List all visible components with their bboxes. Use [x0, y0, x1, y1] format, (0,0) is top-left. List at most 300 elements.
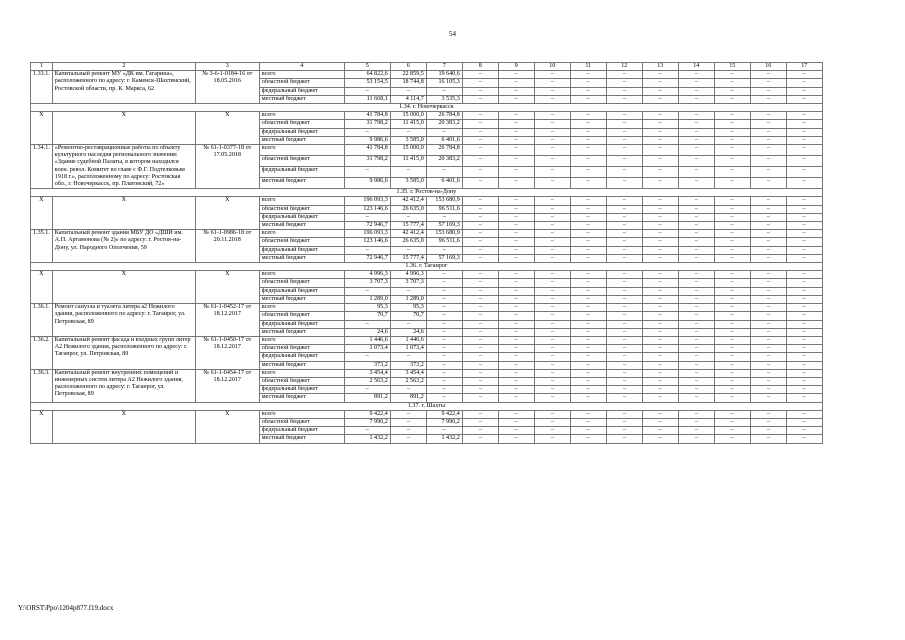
amount-cell: – — [534, 295, 570, 303]
amount-cell: – — [642, 271, 678, 279]
amount-cell: 2 563,2 — [344, 377, 390, 385]
amount-cell: – — [714, 156, 750, 167]
amount-cell: – — [534, 230, 570, 238]
item-number-cell: 1.36.3. — [31, 369, 53, 402]
amount-cell: – — [570, 304, 606, 312]
funding-source-cell: местный бюджет — [259, 394, 344, 402]
amount-cell: 42 412,4 — [390, 230, 426, 238]
amount-cell: – — [534, 377, 570, 385]
amount-cell: – — [678, 71, 714, 79]
amount-cell: – — [498, 120, 534, 128]
funding-source-cell: областной бюджет — [259, 279, 344, 287]
amount-cell: – — [714, 112, 750, 120]
amount-cell: – — [606, 336, 642, 344]
amount-cell: – — [678, 418, 714, 426]
amount-cell: – — [750, 136, 786, 144]
amount-cell: – — [570, 246, 606, 254]
amount-cell: – — [462, 369, 498, 377]
column-number-cell: 3 — [195, 63, 259, 71]
amount-cell: – — [534, 410, 570, 418]
funding-source-cell: местный бюджет — [259, 254, 344, 262]
amount-cell: – — [786, 197, 822, 205]
amount-cell: – — [606, 418, 642, 426]
amount-cell: – — [786, 120, 822, 128]
item-name-cell: Ремонт санузла и туалета литера а2 Нежилого здания, расположенного по адресу: г. Таганрог, ул. Петровская, 89 — [52, 304, 195, 337]
amount-cell: – — [426, 128, 462, 136]
amount-cell: – — [534, 128, 570, 136]
amount-cell: 4 996,3 — [344, 271, 390, 279]
table-row — [31, 230, 823, 238]
amount-cell: – — [462, 128, 498, 136]
amount-cell: – — [642, 205, 678, 213]
funding-source-cell: местный бюджет — [259, 95, 344, 103]
amount-cell: 31 798,2 — [344, 156, 390, 167]
amount-cell: – — [750, 128, 786, 136]
amount-cell: – — [534, 271, 570, 279]
amount-cell: – — [570, 238, 606, 246]
amount-cell: 72 946,7 — [344, 254, 390, 262]
funding-source-cell: областной бюджет — [259, 345, 344, 353]
amount-cell: 123 146,6 — [344, 238, 390, 246]
amount-cell: – — [462, 205, 498, 213]
amount-cell: – — [786, 394, 822, 402]
amount-cell: – — [570, 230, 606, 238]
amount-cell: – — [498, 213, 534, 221]
item-name-cell: Х — [52, 112, 195, 145]
amount-cell: – — [498, 167, 534, 178]
amount-cell: – — [426, 328, 462, 336]
amount-cell: 11 415,0 — [390, 156, 426, 167]
amount-cell: – — [750, 369, 786, 377]
amount-cell: – — [786, 178, 822, 189]
amount-cell: – — [534, 213, 570, 221]
amount-cell: – — [606, 178, 642, 189]
amount-cell: – — [714, 87, 750, 95]
amount-cell: – — [786, 246, 822, 254]
amount-cell: – — [426, 246, 462, 254]
amount-cell: – — [570, 197, 606, 205]
column-number-cell: 9 — [498, 63, 534, 71]
amount-cell: 26 635,0 — [390, 205, 426, 213]
amount-cell: – — [714, 345, 750, 353]
amount-cell: – — [606, 120, 642, 128]
document-number-cell: Х — [195, 410, 259, 443]
amount-cell: – — [498, 410, 534, 418]
amount-cell: 1 289,0 — [344, 295, 390, 303]
column-number-cell: 17 — [786, 63, 822, 71]
amount-cell: – — [786, 213, 822, 221]
amount-cell: – — [786, 435, 822, 443]
amount-cell: – — [462, 295, 498, 303]
amount-cell: – — [714, 353, 750, 361]
amount-cell: – — [714, 246, 750, 254]
amount-cell: – — [678, 328, 714, 336]
item-name-cell: Х — [52, 271, 195, 304]
amount-cell: – — [534, 79, 570, 87]
amount-cell: – — [570, 320, 606, 328]
amount-cell: – — [390, 87, 426, 95]
amount-cell: – — [714, 295, 750, 303]
amount-cell: – — [714, 435, 750, 443]
amount-cell: – — [606, 410, 642, 418]
document-number-cell: № 61-1-0377-18 от 17.05.2018 — [195, 145, 259, 189]
amount-cell: – — [570, 287, 606, 295]
amount-cell: – — [570, 361, 606, 369]
amount-cell: – — [678, 213, 714, 221]
amount-cell: 3 585,0 — [390, 178, 426, 189]
amount-cell: – — [678, 230, 714, 238]
section-heading-cell: 1.35. г. Ростов-на-Дону — [31, 189, 823, 197]
amount-cell: – — [750, 222, 786, 230]
table-row — [31, 410, 823, 418]
amount-cell: – — [390, 246, 426, 254]
amount-cell: – — [642, 120, 678, 128]
amount-cell: – — [570, 213, 606, 221]
amount-cell: – — [786, 205, 822, 213]
amount-cell: – — [390, 427, 426, 435]
table-row — [31, 369, 823, 377]
amount-cell: – — [678, 271, 714, 279]
amount-cell: – — [786, 87, 822, 95]
amount-cell: – — [534, 386, 570, 394]
amount-cell: – — [462, 418, 498, 426]
amount-cell: 3 707,3 — [390, 279, 426, 287]
amount-cell: – — [534, 361, 570, 369]
amount-cell: 4 996,3 — [390, 271, 426, 279]
amount-cell: – — [750, 377, 786, 385]
amount-cell: – — [426, 287, 462, 295]
amount-cell: – — [750, 95, 786, 103]
funding-source-cell: всего — [259, 197, 344, 205]
amount-cell: 9 422,4 — [426, 410, 462, 418]
amount-cell: – — [786, 238, 822, 246]
amount-cell: – — [498, 145, 534, 156]
amount-cell: – — [534, 178, 570, 189]
amount-cell: 26 635,0 — [390, 238, 426, 246]
amount-cell: – — [786, 410, 822, 418]
funding-source-cell: всего — [259, 145, 344, 156]
amount-cell: – — [750, 279, 786, 287]
amount-cell: – — [462, 304, 498, 312]
funding-source-cell: областной бюджет — [259, 238, 344, 246]
amount-cell: – — [390, 320, 426, 328]
amount-cell: – — [498, 87, 534, 95]
amount-cell: – — [642, 197, 678, 205]
funding-source-cell: всего — [259, 230, 344, 238]
item-number-cell: Х — [31, 271, 53, 304]
amount-cell: – — [642, 178, 678, 189]
amount-cell: – — [642, 95, 678, 103]
amount-cell: – — [570, 112, 606, 120]
amount-cell: – — [678, 361, 714, 369]
amount-cell: – — [606, 156, 642, 167]
amount-cell: – — [678, 336, 714, 344]
amount-cell: – — [462, 120, 498, 128]
amount-cell: – — [498, 254, 534, 262]
amount-cell: 1 073,4 — [344, 345, 390, 353]
amount-cell: – — [534, 156, 570, 167]
amount-cell: – — [570, 254, 606, 262]
amount-cell: – — [606, 353, 642, 361]
amount-cell: – — [714, 197, 750, 205]
amount-cell: – — [786, 145, 822, 156]
amount-cell: – — [714, 238, 750, 246]
amount-cell: – — [462, 435, 498, 443]
item-number-cell: 1.36.2. — [31, 336, 53, 369]
amount-cell: – — [642, 112, 678, 120]
amount-cell: – — [606, 320, 642, 328]
document-number-cell: № 61-1-0986-18 от 20.11.2018 — [195, 230, 259, 263]
amount-cell: 24,6 — [344, 328, 390, 336]
amount-cell: 64 822,6 — [344, 71, 390, 79]
amount-cell: – — [714, 394, 750, 402]
amount-cell: – — [570, 377, 606, 385]
amount-cell: – — [534, 418, 570, 426]
amount-cell: – — [534, 435, 570, 443]
table-row — [31, 197, 823, 205]
amount-cell: – — [462, 427, 498, 435]
amount-cell: – — [534, 95, 570, 103]
amount-cell: – — [534, 246, 570, 254]
amount-cell: – — [498, 238, 534, 246]
amount-cell: – — [678, 120, 714, 128]
amount-cell: – — [786, 95, 822, 103]
amount-cell: – — [390, 287, 426, 295]
amount-cell: – — [498, 369, 534, 377]
amount-cell: – — [606, 369, 642, 377]
amount-cell: – — [498, 287, 534, 295]
amount-cell: – — [462, 145, 498, 156]
amount-cell: – — [714, 279, 750, 287]
amount-cell: – — [786, 167, 822, 178]
amount-cell: 70,7 — [344, 312, 390, 320]
funding-source-cell: всего — [259, 112, 344, 120]
amount-cell: – — [678, 369, 714, 377]
column-number-cell: 2 — [52, 63, 195, 71]
amount-cell: – — [498, 336, 534, 344]
amount-cell: – — [786, 328, 822, 336]
document-number-cell: № 61-1-0452-17 от 18.12.2017 — [195, 304, 259, 337]
amount-cell: – — [750, 427, 786, 435]
amount-cell: – — [678, 279, 714, 287]
amount-cell: – — [750, 205, 786, 213]
amount-cell: – — [606, 427, 642, 435]
amount-cell: – — [678, 205, 714, 213]
amount-cell: 20 383,2 — [426, 120, 462, 128]
amount-cell: – — [462, 156, 498, 167]
amount-cell: – — [678, 287, 714, 295]
amount-cell: – — [498, 320, 534, 328]
funding-source-cell: местный бюджет — [259, 295, 344, 303]
amount-cell: – — [714, 222, 750, 230]
funding-source-cell: местный бюджет — [259, 435, 344, 443]
funding-source-cell: местный бюджет — [259, 136, 344, 144]
funding-source-cell: федеральный бюджет — [259, 386, 344, 394]
column-number-cell: 10 — [534, 63, 570, 71]
amount-cell: – — [498, 418, 534, 426]
amount-cell: – — [678, 197, 714, 205]
amount-cell: – — [570, 222, 606, 230]
amount-cell: – — [498, 128, 534, 136]
document-number-cell: № 3-6-1-0184-16 от 18.05.2016 — [195, 71, 259, 104]
column-number-cell: 6 — [390, 63, 426, 71]
amount-cell: – — [606, 435, 642, 443]
amount-cell: – — [426, 394, 462, 402]
section-heading-row — [31, 104, 823, 112]
amount-cell: – — [714, 336, 750, 344]
amount-cell: – — [750, 320, 786, 328]
amount-cell: – — [570, 328, 606, 336]
amount-cell: – — [426, 279, 462, 287]
item-number-cell: 1.34.1. — [31, 145, 53, 189]
amount-cell: – — [570, 136, 606, 144]
section-heading-row — [31, 189, 823, 197]
amount-cell: – — [786, 287, 822, 295]
section-heading-row — [31, 402, 823, 410]
amount-cell: – — [462, 328, 498, 336]
amount-cell: – — [714, 178, 750, 189]
amount-cell: – — [678, 79, 714, 87]
amount-cell: – — [462, 394, 498, 402]
amount-cell: – — [678, 136, 714, 144]
amount-cell: 57 169,3 — [426, 254, 462, 262]
amount-cell: – — [570, 71, 606, 79]
amount-cell: – — [462, 213, 498, 221]
amount-cell: – — [750, 328, 786, 336]
amount-cell: – — [786, 254, 822, 262]
amount-cell: 70,7 — [390, 312, 426, 320]
amount-cell: – — [678, 167, 714, 178]
document-number-cell: Х — [195, 197, 259, 230]
amount-cell: 1 446,6 — [344, 336, 390, 344]
amount-cell: – — [462, 71, 498, 79]
amount-cell: – — [498, 246, 534, 254]
amount-cell: – — [570, 79, 606, 87]
amount-cell: – — [678, 386, 714, 394]
table-row — [31, 271, 823, 279]
amount-cell: – — [534, 71, 570, 79]
funding-source-cell: федеральный бюджет — [259, 167, 344, 178]
amount-cell: – — [606, 238, 642, 246]
amount-cell: – — [498, 328, 534, 336]
amount-cell: – — [786, 128, 822, 136]
amount-cell: 123 146,6 — [344, 205, 390, 213]
amount-cell: – — [642, 361, 678, 369]
amount-cell: – — [750, 312, 786, 320]
amount-cell: 95,3 — [344, 304, 390, 312]
column-number-cell: 14 — [678, 63, 714, 71]
amount-cell: – — [426, 304, 462, 312]
amount-cell: – — [606, 145, 642, 156]
amount-cell: – — [642, 418, 678, 426]
amount-cell: 72 946,7 — [344, 222, 390, 230]
amount-cell: – — [642, 369, 678, 377]
amount-cell: – — [786, 320, 822, 328]
amount-cell: – — [642, 87, 678, 95]
amount-cell: – — [750, 238, 786, 246]
amount-cell: – — [678, 304, 714, 312]
amount-cell: 9 986,6 — [344, 178, 390, 189]
amount-cell: – — [750, 353, 786, 361]
amount-cell: 9 986,6 — [344, 136, 390, 144]
amount-cell: – — [786, 295, 822, 303]
amount-cell: – — [750, 197, 786, 205]
amount-cell: – — [714, 328, 750, 336]
amount-cell: – — [426, 377, 462, 385]
amount-cell: – — [498, 205, 534, 213]
amount-cell: – — [786, 304, 822, 312]
item-name-cell: «Ремонтно-реставрационные работы по объекту культурного наследия регионального значения: «Здание судебной Палаты, в котором находился воен. револ. Комитет во главе с Ф.Г. Подтелковым 1918 г.», расположенному по адресу: Ростовская обл., г. Новочеркасск, пр. Платовский, 72» — [52, 145, 195, 189]
amount-cell: – — [570, 120, 606, 128]
amount-cell: 373,2 — [390, 361, 426, 369]
amount-cell: 15 000,0 — [390, 145, 426, 156]
amount-cell: – — [678, 145, 714, 156]
amount-cell: – — [498, 435, 534, 443]
amount-cell: – — [642, 128, 678, 136]
budget-table — [30, 62, 823, 444]
amount-cell: – — [390, 353, 426, 361]
amount-cell: 18 744,8 — [390, 79, 426, 87]
amount-cell: – — [642, 427, 678, 435]
amount-cell: – — [642, 254, 678, 262]
funding-source-cell: федеральный бюджет — [259, 128, 344, 136]
amount-cell: – — [678, 254, 714, 262]
amount-cell: – — [462, 345, 498, 353]
amount-cell: – — [642, 353, 678, 361]
funding-source-cell: всего — [259, 410, 344, 418]
amount-cell: – — [750, 167, 786, 178]
amount-cell: – — [714, 128, 750, 136]
amount-cell: – — [534, 369, 570, 377]
amount-cell: – — [498, 230, 534, 238]
amount-cell: 26 784,8 — [426, 145, 462, 156]
amount-cell: – — [642, 394, 678, 402]
amount-cell: – — [498, 353, 534, 361]
amount-cell: – — [462, 87, 498, 95]
column-number-cell: 16 — [750, 63, 786, 71]
amount-cell: – — [426, 87, 462, 95]
amount-cell: – — [498, 136, 534, 144]
amount-cell: – — [344, 246, 390, 254]
funding-source-cell: федеральный бюджет — [259, 427, 344, 435]
amount-cell: – — [344, 167, 390, 178]
amount-cell: – — [606, 361, 642, 369]
amount-cell: – — [426, 427, 462, 435]
amount-cell: – — [390, 386, 426, 394]
amount-cell: – — [750, 120, 786, 128]
amount-cell: 24,6 — [390, 328, 426, 336]
amount-cell: – — [570, 128, 606, 136]
amount-cell: 15 000,0 — [390, 112, 426, 120]
amount-cell: – — [498, 361, 534, 369]
amount-cell: – — [606, 213, 642, 221]
amount-cell: – — [714, 205, 750, 213]
amount-cell: 11 668,1 — [344, 95, 390, 103]
amount-cell: – — [786, 386, 822, 394]
amount-cell: – — [498, 427, 534, 435]
amount-cell: – — [570, 178, 606, 189]
amount-cell: – — [462, 238, 498, 246]
amount-cell: – — [642, 213, 678, 221]
amount-cell: – — [498, 304, 534, 312]
amount-cell: – — [642, 320, 678, 328]
amount-cell: – — [498, 197, 534, 205]
amount-cell: – — [462, 279, 498, 287]
column-number-cell: 13 — [642, 63, 678, 71]
amount-cell: – — [642, 410, 678, 418]
amount-cell: 22 859,5 — [390, 71, 426, 79]
amount-cell: – — [678, 394, 714, 402]
